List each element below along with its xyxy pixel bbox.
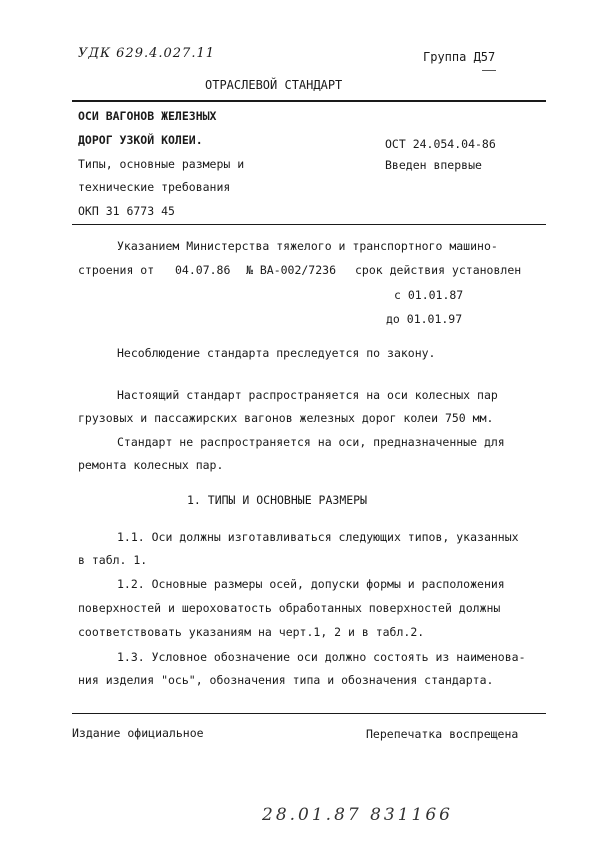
decree-number: № ВА-002/7236 bbox=[246, 263, 337, 277]
para-1-2-line-3: соответствовать указаниям на черт.1, 2 и в табл.2. bbox=[78, 625, 425, 639]
title-rule bbox=[72, 224, 546, 225]
valid-from: с 01.01.87 bbox=[394, 288, 464, 302]
para-1-2-line-1: 1.2. Основные размеры осей, допуски формы и расположения bbox=[117, 577, 505, 591]
para-1-3-line-2: ния изделия "ось", обозначения типа и обозначения стандарта. bbox=[78, 673, 494, 687]
group-label: Группа Д57 bbox=[423, 50, 496, 64]
law-notice: Несоблюдение стандарта преследуется по закону. bbox=[117, 346, 436, 360]
scope-line-1: Настоящий стандарт распространяется на оси колесных пар bbox=[117, 388, 498, 402]
official-edition: Издание официальное bbox=[72, 726, 204, 740]
okp-code: ОКП 31 6773 45 bbox=[78, 204, 175, 218]
header-rule bbox=[72, 100, 546, 102]
title-line-2: ДОРОГ УЗКОЙ КОЛЕИ. bbox=[78, 133, 203, 147]
para-1-2-line-2: поверхностей и шероховатость обработанных поверхностей должны bbox=[78, 601, 501, 615]
ost-number: ОСТ 24.054.04-86 bbox=[385, 137, 496, 151]
section-heading: 1. ТИПЫ И ОСНОВНЫЕ РАЗМЕРЫ bbox=[187, 493, 368, 507]
decree-date: 04.07.86 bbox=[175, 263, 231, 277]
decree-line-2-start: строения от bbox=[78, 263, 155, 277]
handwritten-note: 28.01.87 831166 bbox=[262, 805, 454, 825]
reprint-forbidden: Перепечатка воспрещена bbox=[366, 727, 519, 741]
standard-type: ОТРАСЛЕВОЙ СТАНДАРТ bbox=[205, 78, 343, 92]
exclusion-line-2: ремонта колесных пар. bbox=[78, 458, 224, 472]
decree-line-2-end: срок действия установлен bbox=[355, 263, 522, 277]
footer-rule bbox=[72, 713, 546, 714]
para-1-1-line-2: в табл. 1. bbox=[78, 553, 148, 567]
scope-line-2: грузовых и пассажирских вагонов железных дорог колеи 750 мм. bbox=[78, 411, 494, 425]
subtitle-line-1: Типы, основные размеры и bbox=[78, 157, 245, 171]
udk-code: УДК 629.4.027.11 bbox=[78, 46, 215, 61]
group-underline bbox=[482, 70, 496, 71]
decree-line-1: Указанием Министерства тяжелого и транспортного машино- bbox=[117, 239, 498, 253]
para-1-1-line-1: 1.1. Оси должны изготавливаться следующих типов, указанных bbox=[117, 530, 519, 544]
subtitle-line-2: технические требования bbox=[78, 180, 231, 194]
valid-to: до 01.01.97 bbox=[386, 312, 463, 326]
introduced-first: Введен впервые bbox=[385, 158, 482, 172]
title-line-1: ОСИ ВАГОНОВ ЖЕЛЕЗНЫХ bbox=[78, 109, 217, 123]
exclusion-line-1: Стандарт не распространяется на оси, предназначенные для bbox=[117, 435, 505, 449]
para-1-3-line-1: 1.3. Условное обозначение оси должно состоять из наименова- bbox=[117, 650, 526, 664]
